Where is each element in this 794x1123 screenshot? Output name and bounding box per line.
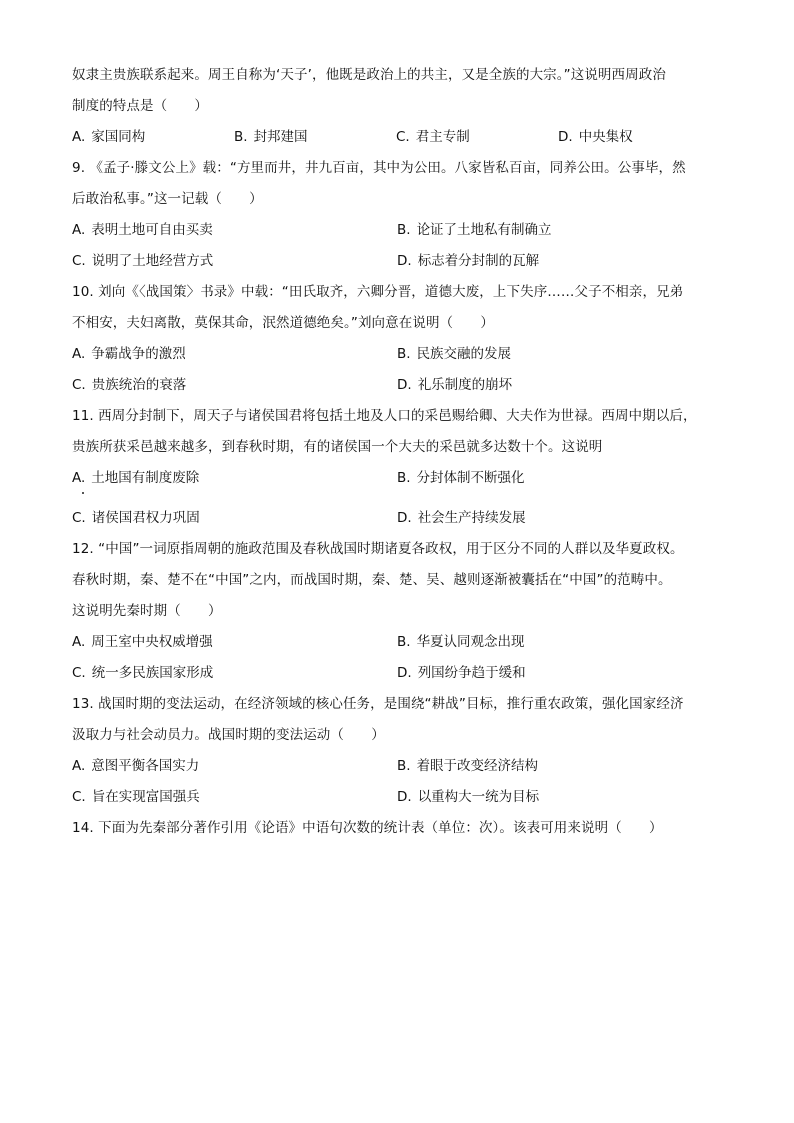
option-c[interactable]: C. 君主专制 — [396, 129, 470, 145]
question-14-stem-line-1: 14. 下面为先秦部分著作引用《论语》中语句次数的统计表（单位：次）。该表可用来说明（ ） — [72, 820, 663, 836]
question-12 — [72, 534, 722, 689]
option-a[interactable]: A. 表明土地可自由买卖 — [72, 222, 213, 238]
question-12-stem-line-1: 12. “中国”一词原指周朝的施政范围及春秋战国时期诸夏各政权，用于区分不同的人群以及华夏政权。 — [72, 541, 684, 557]
option-c[interactable]: C. 说明了土地经营方式 — [72, 253, 214, 269]
question-13-options-row-2 — [72, 782, 722, 813]
question-9 — [72, 153, 722, 277]
option-c[interactable]: C. 旨在实现富国强兵 — [72, 789, 200, 805]
option-d[interactable]: D. 礼乐制度的崩坏 — [397, 377, 513, 393]
question-12-stem-line-3: 这说明先秦时期（ ） — [72, 603, 222, 619]
question-8-stem-line-2: 制度的特点是（ ） — [72, 98, 208, 114]
option-d[interactable]: D. 标志着分封制的瓦解 — [397, 253, 540, 269]
option-b[interactable]: B. 着眼于改变经济结构 — [397, 758, 539, 774]
option-a[interactable]: A. 意图平衡各国实力 — [72, 758, 200, 774]
question-13 — [72, 689, 722, 813]
question-10-options-row-2 — [72, 370, 722, 401]
exam-page — [72, 60, 722, 844]
option-b[interactable]: B. 民族交融的发展 — [397, 346, 512, 362]
question-8 — [72, 60, 722, 153]
question-11-options-row-2 — [72, 503, 722, 534]
question-9-options-row-2 — [72, 246, 722, 277]
question-10-stem-line-2: 不相安，夫妇离散，莫保其命，泯然道德绝矣。”刘向意在说明（ ） — [72, 315, 494, 331]
option-d[interactable]: D. 中央集权 — [558, 129, 633, 145]
question-12-stem-line-2: 春秋时期，秦、楚不在“中国”之内，而战国时期，秦、楚、吴、越则逐渐被囊括在“中国”的范畴中。 — [72, 572, 672, 588]
question-11 — [72, 401, 722, 534]
question-11-options-row-1 — [72, 463, 722, 494]
question-10-options-row-1 — [72, 339, 722, 370]
question-14 — [72, 813, 722, 844]
option-b[interactable]: B. 华夏认同观念出现 — [397, 634, 525, 650]
question-9-stem-line-1: 9. 《孟子·滕文公上》载：“方里而井，井九百亩，其中为公田。八家皆私百亩，同养公田。公事毕，然 — [72, 160, 686, 176]
question-8-stem-line-1: 奴隶主贵族联系起来。周王自称为‘天子’，他既是政治上的共主，又是全族的大宗。”这说明西周政治 — [72, 67, 666, 83]
option-b[interactable]: B. 封邦建国 — [234, 129, 308, 145]
stray-dot — [82, 492, 84, 494]
question-10-stem-line-1: 10. 刘向《〈战国策〉书录》中载：“田氏取齐，六卿分晋，道德大废，上下失序……父子不相亲，兄弟 — [72, 284, 684, 300]
option-b[interactable]: B. 论证了土地私有制确立 — [397, 222, 552, 238]
question-12-options-row-2 — [72, 658, 722, 689]
question-13-stem-line-1: 13. 战国时期的变法运动，在经济领域的核心任务，是围绕“耕战”目标，推行重农政策，强化国家经济 — [72, 696, 684, 712]
question-11-stem-line-2: 贵族所获采邑越来越多，到春秋时期，有的诸侯国一个大夫的采邑就多达数十个。这说明 — [72, 439, 603, 455]
option-c[interactable]: C. 统一多民族国家形成 — [72, 665, 214, 681]
question-12-options-row-1 — [72, 627, 722, 658]
option-d[interactable]: D. 社会生产持续发展 — [397, 510, 526, 526]
option-d[interactable]: D. 以重构大一统为目标 — [397, 789, 540, 805]
question-13-stem-line-2: 汲取力与社会动员力。战国时期的变法运动（ ） — [72, 727, 385, 743]
option-c[interactable]: C. 贵族统治的衰落 — [72, 377, 187, 393]
question-10 — [72, 277, 722, 401]
option-b[interactable]: B. 分封体制不断强化 — [397, 470, 525, 486]
question-9-stem-line-2: 后敢治私事。”这一记载（ ） — [72, 191, 263, 207]
option-a[interactable]: A. 争霸战争的激烈 — [72, 346, 186, 362]
question-13-options-row-1 — [72, 751, 722, 782]
option-a[interactable]: A. 土地国有制度废除 — [72, 470, 200, 486]
question-11-stem-line-1: 11. 西周分封制下，周天子与诸侯国君将包括土地及人口的采邑赐给卿、大夫作为世禄。西周中期以后， — [72, 408, 697, 424]
option-c[interactable]: C. 诸侯国君权力巩固 — [72, 510, 200, 526]
question-9-options-row-1 — [72, 215, 722, 246]
option-d[interactable]: D. 列国纷争趋于缓和 — [397, 665, 526, 681]
question-8-options — [72, 122, 722, 153]
option-a[interactable]: A. 家国同构 — [72, 129, 146, 145]
option-a[interactable]: A. 周王室中央权威增强 — [72, 634, 213, 650]
